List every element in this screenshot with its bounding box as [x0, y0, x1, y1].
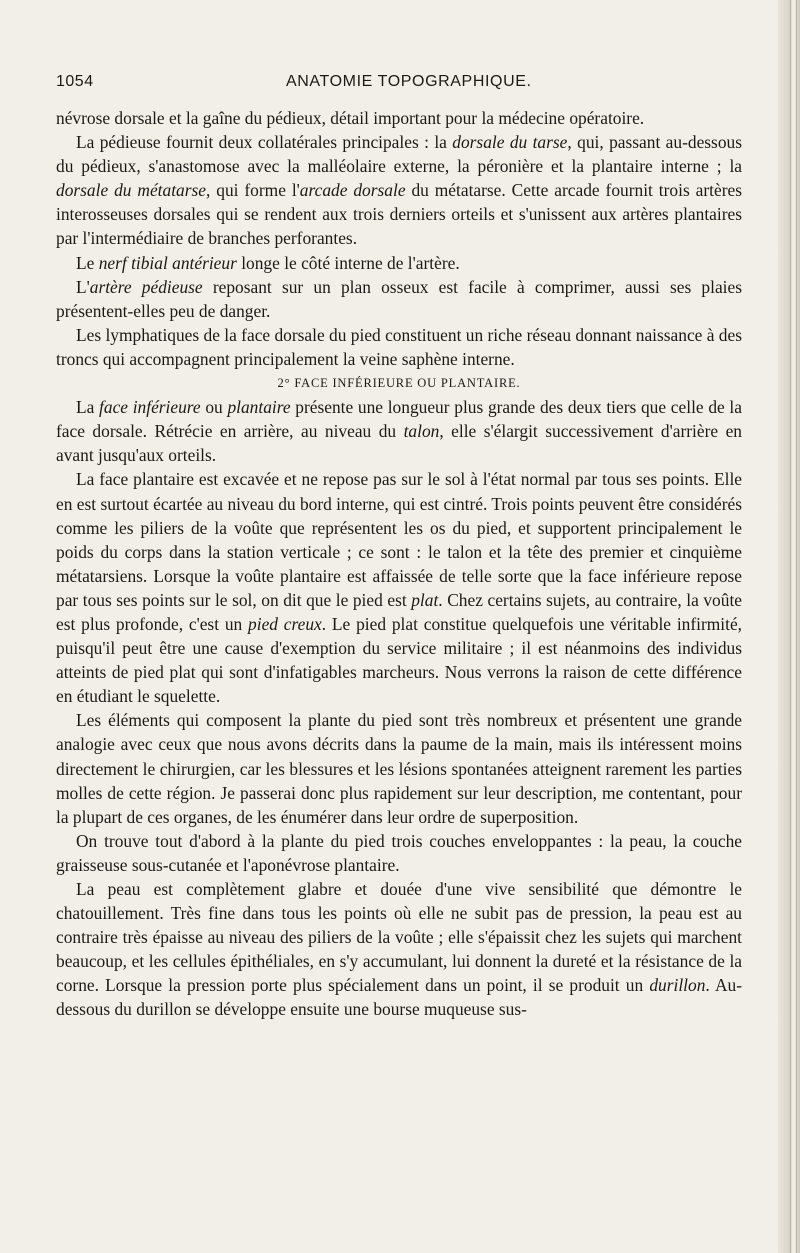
- page-edge-line: [790, 0, 791, 1253]
- italic-term: dorsale du métatarse: [56, 180, 206, 201]
- italic-term: plat: [411, 589, 439, 610]
- paragraph: Les éléments qui composent la plante du pied sont très nombreux et présentent une grande analogie avec ceux que nous avons décrits dans la paume de la main, mais ils intéressent moins directement le chirurgien, car les blessures et les lésions spontanées atteignent rarement les parties molles de cette région. Je passerai donc plus rapidement sur leur description, me contentant, pour la plupart de ces organes, de les énumérer dans leur ordre de superposition.: [56, 710, 742, 827]
- paragraph: névrose dorsale et la gaîne du pédieux, détail important pour la médecine opératoire.: [56, 108, 645, 128]
- paragraph: Les lymphatiques de la face dorsale du pied constituent un riche réseau donnant naissance à des troncs qui accompagnent principalement la veine saphène interne.: [56, 324, 742, 369]
- italic-term: plantaire: [227, 397, 291, 418]
- paragraph: La peau est complètement glabre et douée d'une vive sensibilité que démontre le chatouillement. Très fine dans tous les points où elle ne subit pas de pression, la peau est au contraire très épaisse au niveau des piliers de la voûte ; elle s'épaissit chez les sujets qui marchent beaucoup, et les cellules épithéliales, en s'y accumulant, lui donnent la dureté et la résistance de la corne. Lorsque la pression porte plus spécialement dans un point, il se produit un durillon. Au-dessous du durillon se développe ensuite une bourse muqueuse sus-: [56, 879, 742, 1020]
- italic-term: durillon: [649, 975, 706, 996]
- paragraph: La pédieuse fournit deux collatérales principales : la dorsale du tarse, qui, passant au-dessous du pédieux, s'anastomose avec la malléolaire externe, la péronière et la plantaire interne ; la dorsale du métatarse, qui forme l'arcade dorsale du métatarse. Cette arcade fournit trois artères interosseuses dorsales qui se rendent aux trois derniers orteils et s'unissent aux artères plantaires par l'intermédiaire de branches perforantes.: [56, 132, 742, 249]
- paragraph: L'artère pédieuse reposant sur un plan osseux est facile à comprimer, aussi ses plaies présentent-elles peu de danger.: [56, 276, 742, 321]
- italic-term: pied creux: [248, 613, 322, 634]
- section-heading: 2° FACE INFÉRIEURE OU PLANTAIRE.: [277, 376, 521, 391]
- italic-term: arcade dorsale: [299, 180, 406, 201]
- page-edge-line: [796, 0, 797, 1253]
- paragraph: On trouve tout d'abord à la plante du pied trois couches enveloppantes : la peau, la couche graisseuse sous-cutanée et l'aponévrose plantaire.: [56, 830, 742, 875]
- running-title: ANATOMIE TOPOGRAPHIQUE.: [286, 73, 532, 90]
- paragraph: Le nerf tibial antérieur longe le côté interne de l'artère.: [76, 252, 460, 273]
- italic-term: face inférieure: [99, 397, 201, 418]
- italic-term: nerf tibial antérieur: [98, 252, 237, 273]
- paragraph: La face inférieure ou plantaire présente une longueur plus grande des deux tiers que celle de la face dorsale. Rétrécie en arrière, au niveau du talon, elle s'élargit successivement d'arrière en avant jusqu'aux orteils.: [56, 397, 742, 466]
- paragraph: La face plantaire est excavée et ne repose pas sur le sol à l'état normal par tous ses points. Elle en est surtout écartée au niveau du bord interne, qui est cintré. Trois points peuvent être considérés comme les piliers de la voûte que représentent les os du pied, et supportent principalement le poids du corps dans la station verticale ; ce sont : le talon et la tête des premier et cinquième métatarsiens. Lorsque la voûte plantaire est affaissée de telle sorte que la face inférieure repose par tous ses points sur le sol, on dit que le pied est plat. Chez certains sujets, au contraire, la voûte est plus profonde, c'est un pied creux. Le pied plat constitue quelquefois une véritable infirmité, puisqu'il peut être une cause d'exemption du service militaire ; il est néanmoins des individus atteints de pied plat qui sont d'infatigables marcheurs. Nous verrons la raison de cette différence en étudiant le squelette.: [56, 469, 743, 707]
- italic-term: artère pédieuse: [89, 276, 203, 297]
- page-body: [56, 106, 742, 1022]
- italic-term: dorsale du tarse: [452, 132, 568, 153]
- page-number: 1054: [56, 73, 94, 90]
- italic-term: talon: [403, 421, 440, 442]
- running-header: [56, 73, 742, 99]
